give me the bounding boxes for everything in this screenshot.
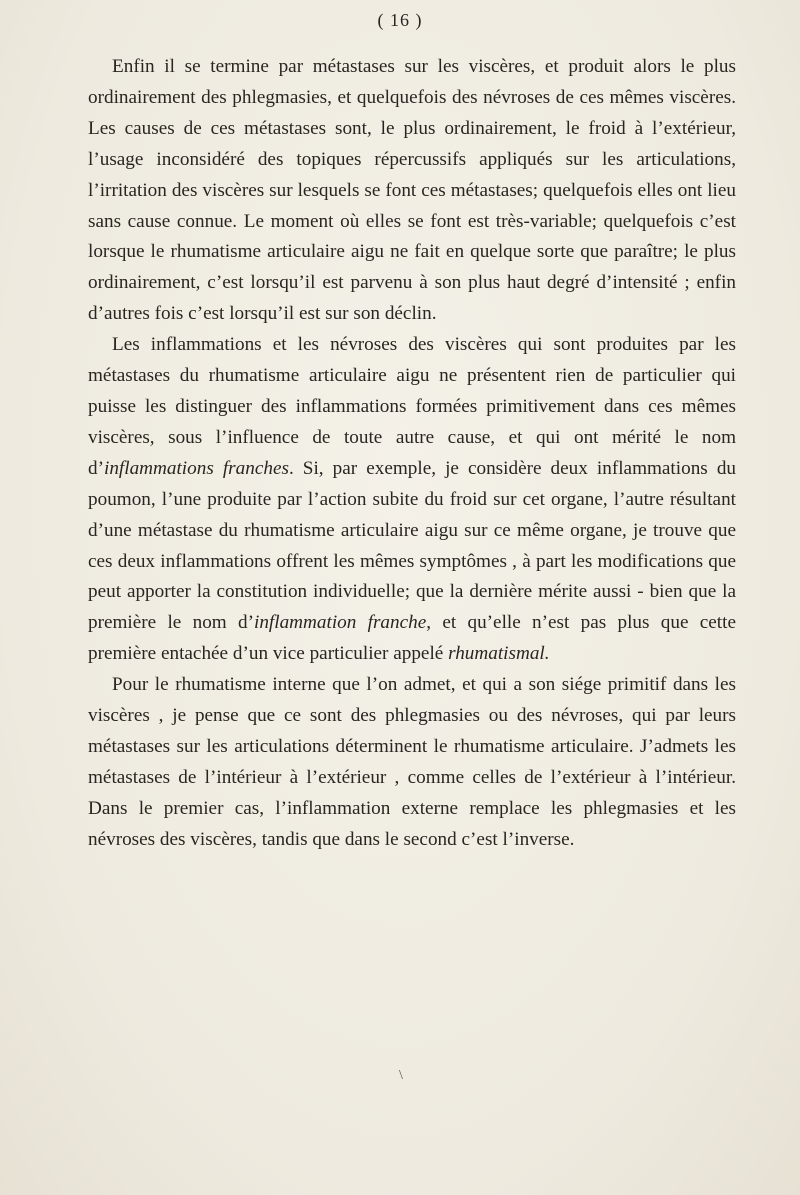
italic-term: inflammations franches — [103, 457, 289, 479]
paragraph-1 — [88, 52, 736, 330]
italic-term: rhumatismal. — [448, 643, 550, 665]
paragraph-2 — [88, 330, 736, 670]
text-segment: Enfin il se termine par métastases sur les viscères, et produit alors le plus ordinairement des phlegmasies, et quelquefois des névroses de ces mêmes viscères. Les causes de ces métastases sont, le plus ordinairement, le froid à l’extérieur, l’usage inconsidéré des topiques répercussifs appliqués sur les articulations, l’irritation des viscères sur lesquels se font ces métastases; quelquefois elles ont lieu sans cause connue. Le moment où elles se font est très-variable; quelquefois c’est lorsque le rhumatisme articulaire aigu ne fait en quelque sorte que paraître; le plus ordinairement, c’est lorsqu’il est parvenu à son plus haut degré d’intensité ; enfin d’autres fois c’est lorsqu’il est sur son déclin. — [88, 56, 736, 325]
paragraph-3 — [88, 670, 736, 855]
text-segment: Pour le rhumatisme interne que l’on admet, et qui a son siége primitif dans les viscères , je pense que ce sont des phlegmasies ou des névroses, qui par leurs métastases sur les articulations déterminent le rhumatisme articulaire. J’admets les métastases de l’intérieur à l’extérieur , comme celles de l’extérieur à l’intérieur. Dans le premier cas, l’inflammation externe remplace les phlegmasies et les névroses des viscères, tandis que dans le second c’est l’inverse. — [88, 674, 736, 850]
page-number: ( 16 ) — [377, 10, 423, 30]
text-segment: Les inflammations et les névroses des viscères qui sont produites par les métastases du rhumatisme articulaire aigu ne présentent rien de particulier qui puisse les distinguer des inflammations formées primitivement dans ces mêmes viscères, sous l’influence de toute autre cause, et qui ont mérité le nom d’ — [88, 334, 736, 479]
italic-term: inflammation franche — [254, 612, 427, 634]
text-segment: . Si, par exemple, je considère deux inflammations du poumon, l’une produite par l’action subite du froid sur cet organe, l’autre résultant d’une métastase du rhumatisme articulaire aigu sur ce même organe, je trouve que ces deux inflammations offrent les mêmes symptômes , à part les modifications que peut apporter la constitution individuelle; que la dernière mérite aussi - bien que la première le nom d’ — [88, 457, 737, 634]
text-segment: , et qu’elle n’est pas plus que cette première entachée d’un vice particulier appelé — [88, 612, 736, 665]
stray-mark: \ — [399, 1068, 403, 1083]
body-text — [88, 52, 736, 856]
